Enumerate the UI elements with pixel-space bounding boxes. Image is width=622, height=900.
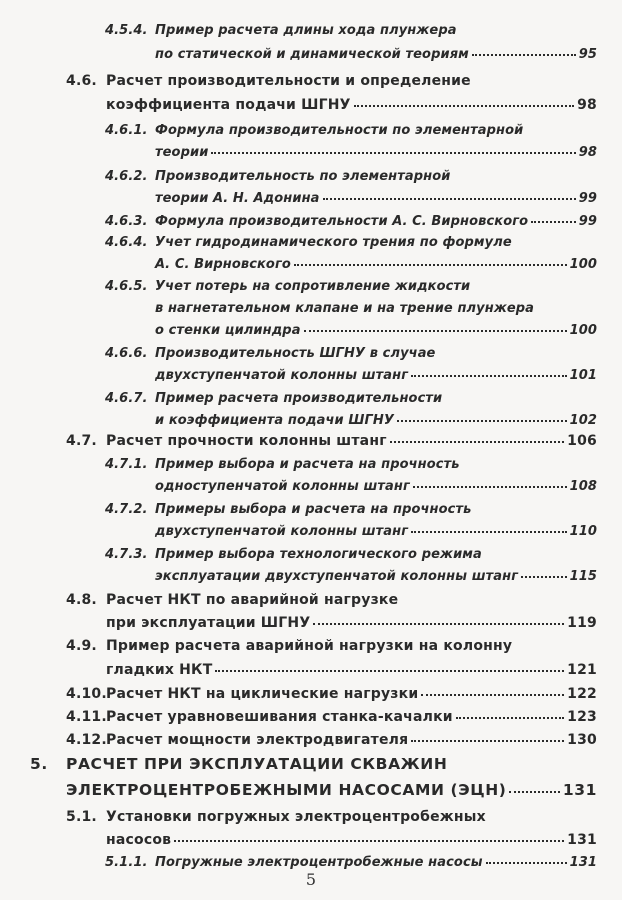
entry-number: 4.6.3. [105,214,148,229]
entry-title: Расчет мощности электродвигателя [106,732,409,748]
entry-page: 95 [578,47,597,62]
entry-title: Расчет НКТ по аварийной нагрузке [106,592,399,608]
entry-page: 99 [578,214,597,229]
entry-title: Расчет прочности колонны штанг [106,433,387,449]
entry-number: 5.1.1. [105,855,148,870]
entry-title: Формула производительности А. С. Вирновского [155,214,529,229]
entry-page: 123 [567,709,597,725]
entry-title: эксплуатации двухступенчатой колонны штанг [155,569,519,584]
dot-leader [531,221,576,223]
entry-number: 4.12. [66,732,107,748]
dot-leader [304,330,567,332]
entry-title: коэффициента подачи ШГНУ [106,97,351,113]
entry-page: 122 [567,686,597,702]
entry-number: 4.6. [66,73,97,89]
entry-page: 102 [569,413,597,428]
dot-leader [411,531,566,533]
entry-page: 98 [578,145,597,160]
entry-number: 4.11. [66,709,107,725]
dot-leader [174,840,564,842]
entry-title: и коэффициента подачи ШГНУ [155,413,394,428]
entry-title: по статической и динамической теориям [155,47,469,62]
dot-leader [456,717,564,719]
entry-number: 5.1. [66,809,97,825]
dot-leader [411,740,564,742]
entry-number: 4.8. [66,592,97,608]
entry-page: 131 [567,832,597,848]
entry-number: 4.7.1. [105,457,148,472]
entry-title: Погружные электроцентробежные насосы [155,855,483,870]
entry-title: РАСЧЕТ ПРИ ЭКСПЛУАТАЦИИ СКВАЖИН [66,755,448,773]
dot-leader [294,264,567,266]
entry-number: 4.10. [66,686,107,702]
entry-title: Производительность ШГНУ в случае [155,346,436,361]
entry-page: 121 [567,662,597,678]
entry-title: о стенки цилиндра [155,323,301,338]
entry-page: 99 [578,191,597,206]
dot-leader [521,576,566,578]
entry-title: в нагнетательном клапане и на трение плунжера [155,301,535,316]
entry-title: А. С. Вирновского [155,257,291,272]
dot-leader [509,791,559,793]
entry-number: 4.9. [66,638,97,654]
entry-number: 4.7.2. [105,502,148,517]
dot-leader [323,198,576,200]
entry-title: насосов [106,832,172,848]
entry-number: 4.6.4. [105,235,148,250]
dot-leader [390,441,564,443]
entry-title: одноступенчатой колонны штанг [155,479,410,494]
entry-number: 4.6.2. [105,169,148,184]
entry-title: Расчет НКТ на циклические нагрузки [106,686,419,702]
entry-page: 115 [569,569,597,584]
entry-title: ЭЛЕКТРОЦЕНТРОБЕЖНЫМИ НАСОСАМИ (ЭЦН) [66,781,507,799]
dot-leader [413,486,567,488]
entry-title: двухступенчатой колонны штанг [155,368,409,383]
entry-page: 119 [567,615,597,631]
entry-page: 130 [567,732,597,748]
dot-leader [354,105,574,107]
entry-title: теории А. Н. Адонина [155,191,320,206]
entry-page: 131 [569,855,597,870]
dot-leader [472,54,576,56]
entry-title: Производительность по элементарной [155,169,451,184]
entry-number: 4.7.3. [105,547,148,562]
dot-leader [421,694,564,696]
entry-title: теории [155,145,209,160]
entry-number: 5. [30,755,48,773]
entry-page: 106 [567,433,597,449]
page-number: 5 [305,870,317,889]
entry-title: гладких НКТ [106,662,213,678]
dot-leader [215,670,564,672]
entry-title: Расчет производительности и определение [106,73,471,89]
entry-number: 4.7. [66,433,97,449]
entry-title: Расчет уравновешивания станка-качалки [106,709,453,725]
entry-title: Учет гидродинамического трения по формуле [155,235,512,250]
entry-page: 100 [569,323,597,338]
entry-title: Учет потерь на сопротивление жидкости [155,279,471,294]
entry-title: Пример расчета длины хода плунжера [155,23,457,38]
dot-leader [313,623,564,625]
entry-page: 110 [569,524,597,539]
entry-title: двухступенчатой колонны штанг [155,524,409,539]
entry-number: 4.6.6. [105,346,148,361]
entry-title: Установки погружных электроцентробежных [106,809,486,825]
entry-page: 100 [569,257,597,272]
entry-title: Пример выбора технологического режима [155,547,482,562]
entry-page: 98 [577,97,597,113]
entry-title: при эксплуатации ШГНУ [106,615,311,631]
entry-number: 4.6.7. [105,391,148,406]
entry-number: 4.6.1. [105,123,148,138]
entry-page: 108 [569,479,597,494]
entry-title: Пример расчета аварийной нагрузки на колонну [106,638,513,654]
dot-leader [211,152,575,154]
entry-title: Примеры выбора и расчета на прочность [155,502,472,517]
entry-title: Формула производительности по элементарной [155,123,524,138]
dot-leader [397,420,567,422]
entry-page: 131 [562,781,597,799]
entry-number: 4.5.4. [105,23,148,38]
entry-title: Пример расчета производительности [155,391,443,406]
dot-leader [486,862,567,864]
entry-number: 4.6.5. [105,279,148,294]
entry-page: 101 [569,368,597,383]
dot-leader [411,375,566,377]
entry-title: Пример выбора и расчета на прочность [155,457,460,472]
